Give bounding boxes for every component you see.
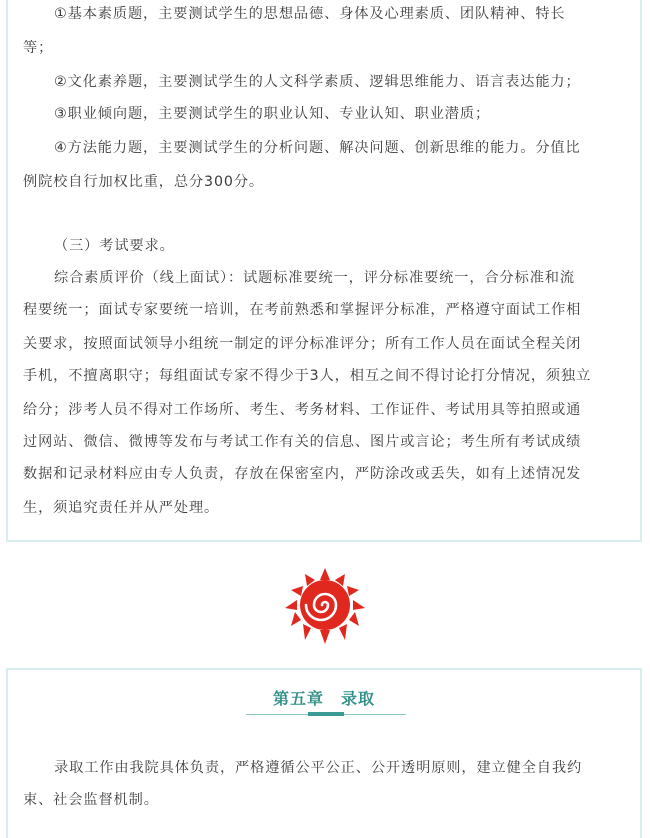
text-line: 过网站、微信、微博等发布与考试工作有关的信息、图片或言论；考生所有考试成绩 [23, 434, 582, 450]
text-line: 等； [23, 40, 54, 56]
text-line: 程要统一；面试专家要统一培训，在考前熟悉和掌握评分标准，严格遵守面试工作相 [23, 302, 582, 318]
text-line: 关要求，按照面试领导小组统一制定的评分标准评分；所有工作人员在面试全程关闭 [23, 336, 582, 352]
chapter-card [6, 668, 642, 838]
text-line: 束、社会监督机制。 [23, 792, 159, 808]
text-line: 综合素质评价（线上面试）：试题标准要统一，评分标准要统一，合分标准和流 [54, 270, 575, 286]
text-line: 手机，不擅离职守；每组面试专家不得少于3人，相互之间不得讨论打分情况，须独立 [23, 368, 592, 384]
sun-swirl-icon [283, 566, 367, 644]
text-line: 例院校自行加权比重，总分300分。 [23, 174, 265, 190]
text-line: 生，须追究责任并从严处理。 [23, 500, 220, 516]
text-line: 数据和记录材料应由专人负责，存放在保密室内，严防涂改或丢失，如有上述情况发 [23, 466, 582, 482]
chapter-title: 第五章 录取 [272, 689, 375, 708]
text-line: ④方法能力题，主要测试学生的分析问题、解决问题、创新思维的能力。分值比 [54, 140, 581, 156]
section-heading: （三）考试要求。 [54, 238, 175, 254]
title-underline-accent [308, 712, 344, 716]
text-line: ①基本素质题，主要测试学生的思想品德、身体及心理素质、团队精神、特长 [54, 6, 566, 22]
text-line: 录取工作由我院具体负责，严格遵循公平公正、公开透明原则，建立健全自我约 [54, 760, 583, 776]
text-line: ③职业倾向题，主要测试学生的职业认知、专业认知、职业潜质； [54, 106, 491, 122]
content-card-upper [6, 0, 642, 542]
text-line: 给分；涉考人员不得对工作场所、考生、考务材料、工作证件、考试用具等拍照或通 [23, 402, 582, 418]
text-line: ②文化素养题，主要测试学生的人文科学素质、逻辑思维能力、语言表达能力； [54, 74, 581, 90]
